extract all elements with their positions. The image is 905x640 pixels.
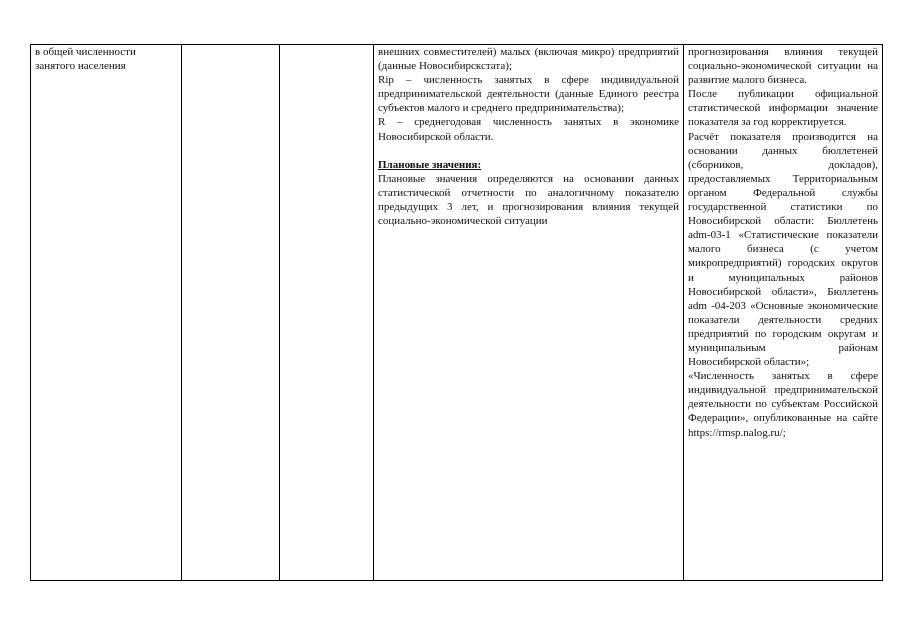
source-paragraph-4: «Численность занятых в сфере индивидуальной предпринимательской деятельности по субъектам Российской Федерации», опубликованные на сайте https://rmsp.nalog.ru/; xyxy=(688,370,878,439)
source-paragraph-1: прогнозирования влияния текущей социально-экономической ситуации на развитие малого бизнеса. xyxy=(688,46,878,87)
source-paragraph-2: После публикации официальной статистической информации значение показателя за год корректируется. xyxy=(688,88,878,129)
indicator-name-cell xyxy=(31,45,182,581)
calc-paragraph-1: внешних совместителей) малых (включая микро) предприятий (данные Новосибирскстата); xyxy=(378,46,679,73)
planned-values-text: Плановые значения определяются на основании данных статистической отчетности по аналогичному показателю предыдущих 3 лет, и прогнозирования влияния текущей социально-экономической ситуации xyxy=(378,172,679,228)
indicator-name-text: в общей численности занятого населения xyxy=(35,46,136,73)
paragraph-spacer xyxy=(378,144,679,158)
calculation-method-cell xyxy=(374,45,684,581)
table-row xyxy=(31,45,883,581)
indicator-table xyxy=(30,44,883,581)
source-paragraph-3: Расчёт показателя производится на основании данных бюллетеней (сборников, докладов), предоставляемых Территориальным органом Федеральной службы государственной статистики по Новосибирской области: Бюллетень adm-03-1 «Статистические показатели малого бизнеса (с учетом микропредприятий) городских округов и муниципальных районов Новосибирской области», Бюллетень adm -04-203 «Основные экономические показатели деятельности средних предприятий по городским округам и муниципальным районам Новосибирской области»; xyxy=(688,130,878,369)
data-source-cell xyxy=(684,45,883,581)
planned-values-heading: Плановые значения: xyxy=(378,158,482,171)
empty-cell-2 xyxy=(182,45,280,581)
calc-paragraph-2: Rip – численность занятых в сфере индивидуальной предпринимательской деятельности (данные Единого реестра субъектов малого и среднего предпринимательства); xyxy=(378,74,679,115)
empty-cell-3 xyxy=(280,45,374,581)
calc-paragraph-3: R – среднегодовая численность занятых в экономике Новосибирской области. xyxy=(378,116,679,143)
